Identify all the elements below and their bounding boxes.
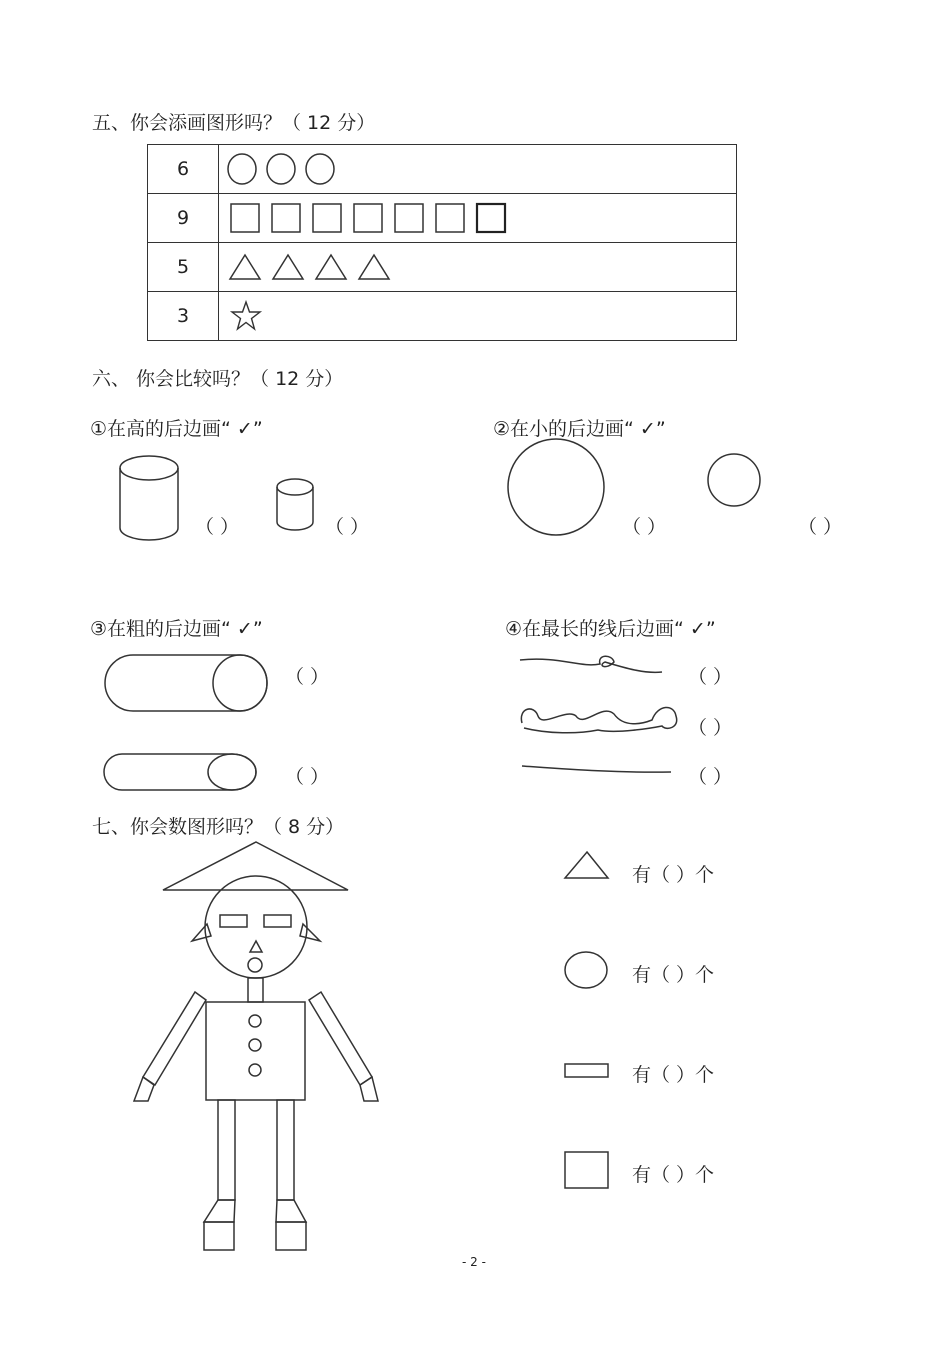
eye-rectangle xyxy=(264,915,291,927)
right-arm xyxy=(309,992,372,1085)
big-circle-icon xyxy=(508,439,604,535)
wavy-line-2-icon xyxy=(521,707,676,732)
count-answer[interactable]: 有（ ）个 xyxy=(632,1064,715,1086)
question-2-prompt: ②在小的后边画“ ✓” xyxy=(493,418,666,440)
hat-triangle xyxy=(163,842,348,890)
left-arm xyxy=(143,992,206,1085)
triangle-icon xyxy=(565,852,608,878)
question-4-prompt: ④在最长的线后边画“ ✓” xyxy=(505,618,716,640)
square-icon xyxy=(565,1152,608,1188)
section-5-heading: 五、你会添画图形吗？（ 12 分） xyxy=(92,112,376,134)
answer-blank[interactable]: （ ） xyxy=(622,516,667,538)
wavy-line-1-icon xyxy=(520,656,662,672)
robot-figure xyxy=(134,842,378,1250)
count-answer[interactable]: 有（ ）个 xyxy=(632,864,715,886)
left-leg xyxy=(218,1100,235,1200)
answer-blank[interactable]: （ ） xyxy=(688,766,733,788)
answer-blank[interactable]: （ ） xyxy=(325,516,370,538)
page-number: - 2 - xyxy=(462,1255,486,1269)
left-foot xyxy=(204,1222,234,1250)
right-leg xyxy=(277,1100,294,1200)
question-1-prompt: ①在高的后边画“ ✓” xyxy=(90,418,263,440)
rectangle-icon xyxy=(565,1064,608,1077)
section-7-heading: 七、你会数图形吗？（ 8 分） xyxy=(92,816,345,838)
mouth-circle xyxy=(248,958,262,972)
row-number: 6 xyxy=(148,145,219,194)
nose-triangle xyxy=(250,941,262,952)
short-cylinder-icon xyxy=(277,479,313,530)
neck-rectangle xyxy=(248,978,263,1002)
thin-cylinder-icon xyxy=(104,754,256,790)
answer-blank[interactable]: （ ） xyxy=(688,666,733,688)
count-answer[interactable]: 有（ ）个 xyxy=(632,964,715,986)
right-foot xyxy=(276,1222,306,1250)
answer-blank[interactable]: （ ） xyxy=(285,666,330,688)
small-circle-icon xyxy=(708,454,760,506)
eye-rectangle xyxy=(220,915,247,927)
answer-blank[interactable]: （ ） xyxy=(798,516,843,538)
circle-icon xyxy=(565,952,607,988)
count-answer[interactable]: 有（ ）个 xyxy=(632,1164,715,1186)
tall-cylinder-icon xyxy=(120,456,178,540)
row-number: 5 xyxy=(148,243,219,292)
thick-cylinder-icon xyxy=(105,655,267,711)
row-number: 3 xyxy=(148,292,219,341)
question-3-prompt: ③在粗的后边画“ ✓” xyxy=(90,618,263,640)
answer-blank[interactable]: （ ） xyxy=(285,766,330,788)
row-number: 9 xyxy=(148,194,219,243)
answer-blank[interactable]: （ ） xyxy=(195,516,240,538)
straight-line-icon xyxy=(522,766,671,772)
answer-blank[interactable]: （ ） xyxy=(688,717,733,739)
section-6-heading: 六、 你会比较吗？（ 12 分） xyxy=(92,368,344,390)
